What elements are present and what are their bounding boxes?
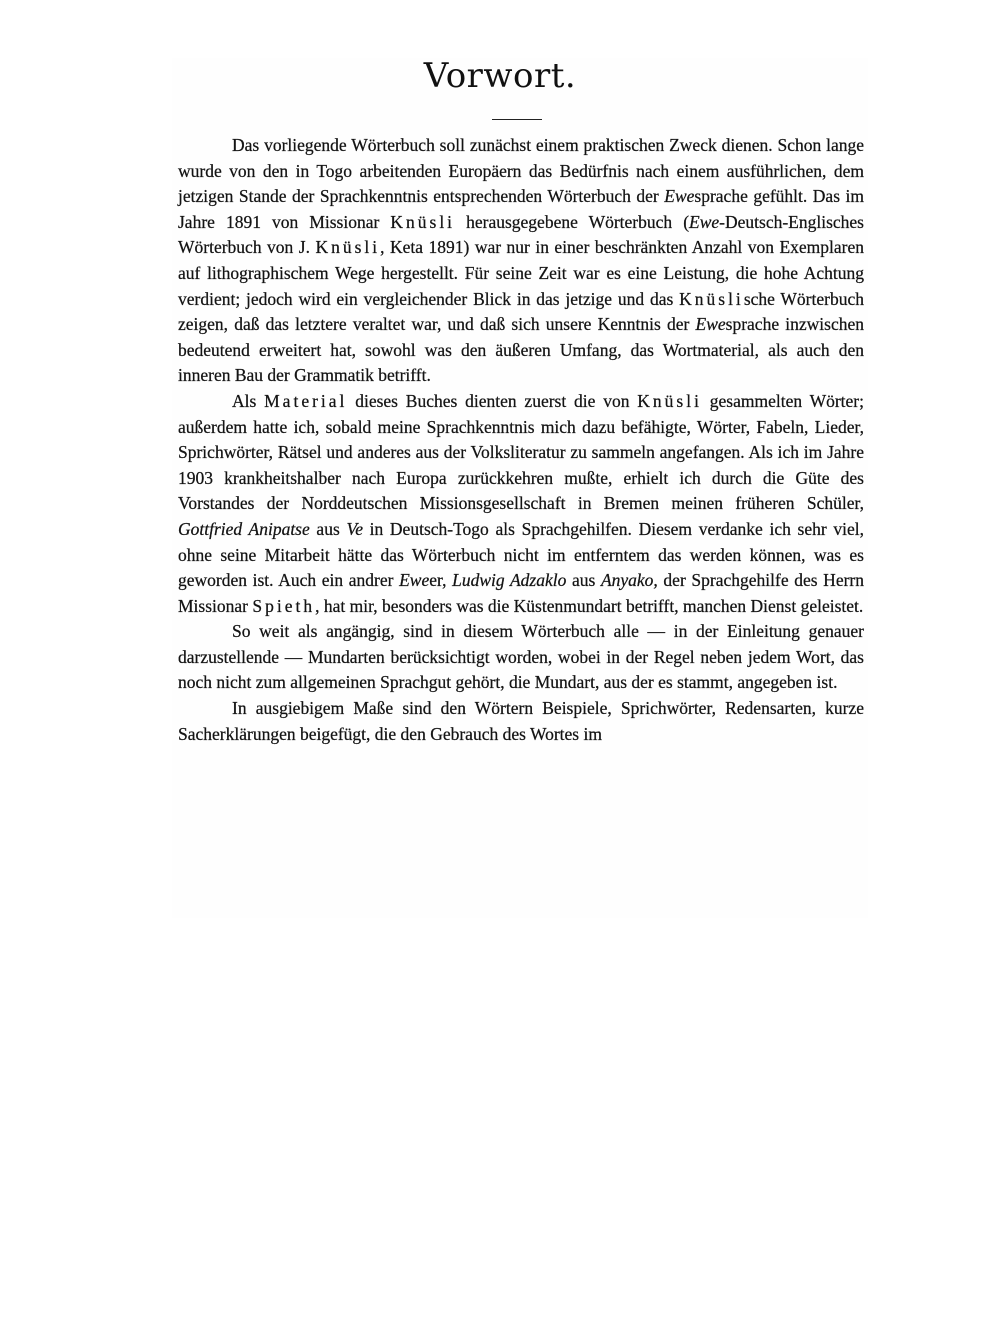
text-run: sche Wörterbuch zeigen, daß das letztere veraltet war, und daß sich unsere Kenntnis der [178, 288, 864, 335]
italic-run: Ewe [689, 211, 720, 232]
paragraph [178, 619, 864, 696]
text-run: , hat mir, besonders was die Küstenmundart betrifft, manchen Dienst geleistet. [315, 595, 864, 616]
italic-run: Anyako, [600, 570, 658, 591]
italic-run: Ewe [399, 570, 430, 591]
spaced-run: Knüsli [390, 211, 456, 232]
spaced-run: Material [264, 390, 348, 411]
spaced-run: Knüsli [315, 237, 381, 258]
italic-run: Ewe [664, 186, 695, 207]
text-run: -Deutsch-Englisches Wörterbuch von J. [178, 211, 864, 258]
spaced-run: Knüsli [637, 390, 702, 411]
italic-run: Ewe [695, 314, 726, 335]
italic-run: Gottfried Anipatse [178, 518, 310, 539]
text-run: aus [309, 518, 347, 539]
italic-run: Ludwig Adzaklo [452, 570, 567, 591]
text-run: aus [566, 570, 601, 591]
text-run: sprache inzwischen bedeutend erweitert hat, sowohl was den äußeren Umfang, das Wortmaterial, als auch den inneren Bau der Grammatik betrifft. [178, 314, 864, 386]
page-title: Vorwort. [423, 56, 577, 96]
text-run: Das vorliegende Wörterbuch soll zunächst einem praktischen Zweck dienen. Schon lange wurde von den in Togo arbeitenden Europäern das Bedürfnis nach einem ausführlichen, dem jetzigen Stande der Sprachkenntnis entsprechenden Wörterbuch der [178, 135, 864, 207]
spaced-run: Spieth [252, 595, 316, 616]
text-run: in Deutsch-Togo als Sprachgehilfen. Diesem verdanke ich sehr viel, ohne seine Mitarbeit hätte das Wörterbuch nicht im entferntem das werden können, was es geworden ist. Auch ein andrer [178, 518, 864, 591]
text-run: So weit als angängig, sind in diesem Wörterbuch alle — in der Einleitung genauer darzustellende — Mundarten berücksichtigt worden, wobei in der Regel neben jedem Wort, das noch nicht zum allgemeinen Sprachgut gehört, die Mundart, aus der es stammt, angegeben ist. [178, 621, 864, 693]
text-run: der Sprachgehilfe des Herrn Missionar [178, 570, 864, 616]
text-run: In ausgiebigem Maße sind den Wörtern Beispiele, Sprichwörter, Redensarten, kurze Sacherklärungen beigefügt, die den Gebrauch des Wortes im [178, 698, 864, 744]
paragraph [178, 389, 864, 619]
text-run: Als [232, 390, 265, 411]
italic-run: Ve [346, 518, 363, 539]
text-run: er, [429, 570, 453, 591]
spaced-run: Knüsli [679, 288, 744, 309]
text-run: herausgegebene Wörterbuch ( [455, 211, 690, 232]
text-run: , Keta 1891) war nur in einer beschränkten Anzahl von Exemplaren auf lithographischem Wege hergestellt. Für seine Zeit war es eine Leistung, die hohe Achtung verdient; jedoch wird ein vergleichender Blick in das jetzige und das [178, 237, 864, 309]
title-divider [492, 119, 542, 120]
paragraph [178, 696, 864, 747]
paragraph [178, 133, 864, 389]
text-run: dieses Buches dienten zuerst die von [347, 390, 638, 411]
text-run: gesammelten Wörter; außerdem hatte ich, sobald meine Sprachkenntnis mich dazu befähigte, Wörter, Fabeln, Lieder, Sprichwörter, Rätsel und anderes aus der Volksliteratur zu sammeln angefangen. Als ich im Jahre 1903 krankheitshalber nach Europa zurückkehren mußte, erhielt ich durch die Güte des Vorstandes der Norddeutschen Missionsgesellschaft in Bremen meinen früheren Schüler, [178, 390, 864, 514]
text-run: sprache gefühlt. Das im Jahre 1891 von Missionar [178, 186, 864, 232]
body-text [178, 133, 864, 747]
